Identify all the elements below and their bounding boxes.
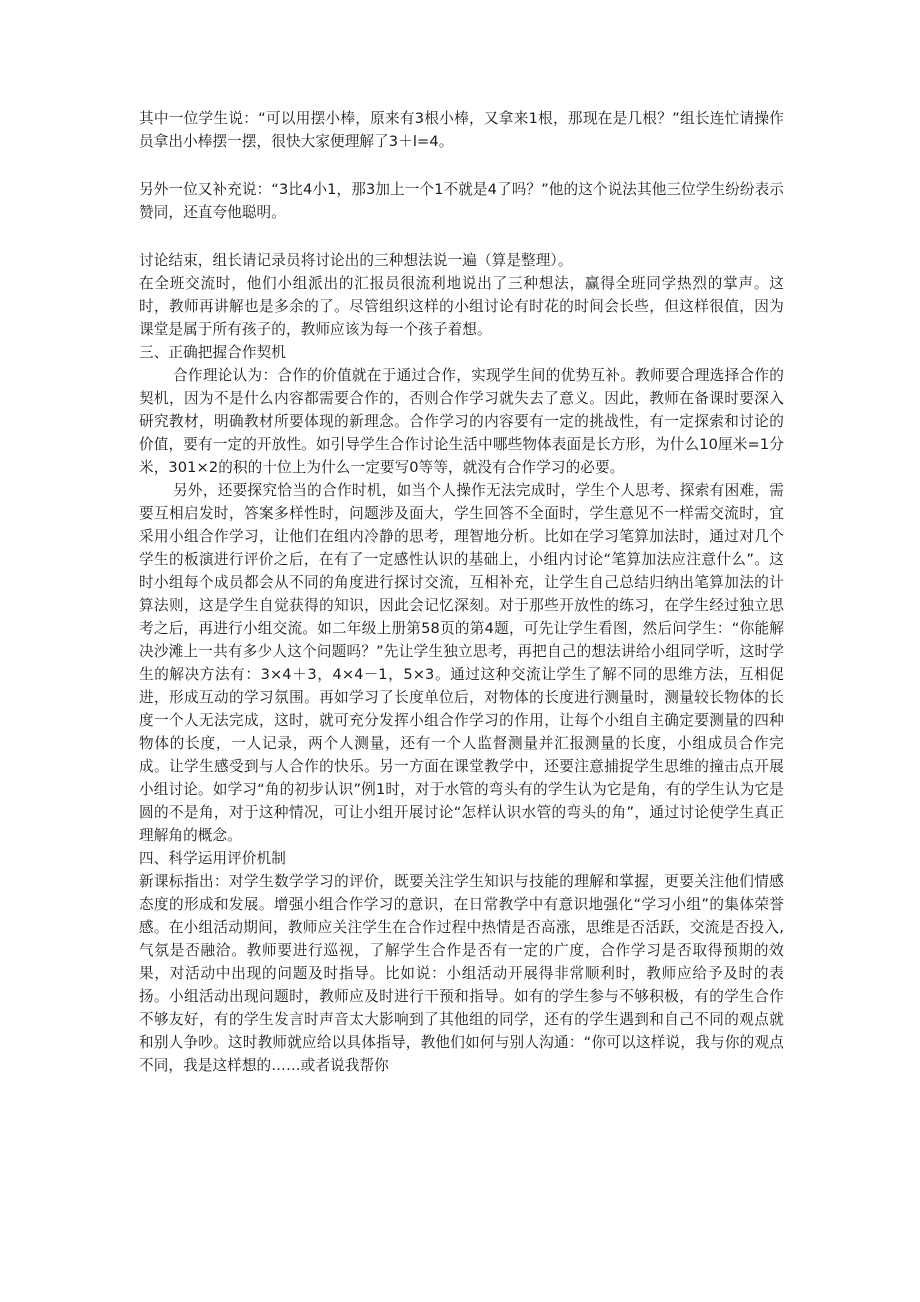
paragraph-student-stick-explanation: 其中一位学生说：“可以用摆小棒，原来有3根小棒，又拿来1根，那现在是几根？”组长连忙请操作员拿出小棒摆一摆，很快大家便理解了3＋l=4。 [139, 110, 784, 150]
paragraph-student-supplement: 另外一位又补充说：“3比4小1，那3加上一个1不就是4了吗？”他的这个说法其他三位学生纷纷表示赞同，还直夸他聪明。 [139, 181, 784, 221]
paragraph-class-exchange: 在全班交流时，他们小组派出的汇报员很流利地说出了三种想法，赢得全班同学热烈的掌声。这时，教师再讲解也是多余的了。尽管组织这样的小组讨论有时花的时间会长些，但这样很值，因为课堂是属于所有孩子的，教师应该为每一个孩子着想。 [139, 275, 784, 338]
paragraph-new-curriculum: 新课标指出：对学生数学学习的评价，既要关注学生知识与技能的理解和掌握，更要关注他们情感态度的形成和发展。增强小组合作学习的意识，在日常教学中有意识地强化“学习小组”的集体荣誉感。在小组活动期间，教师应关注学生在合作过程中热情是否高涨，思维是否活跃，交流是否投入,气氛是否融洽。教师要进行巡视，了解学生合作是否有一定的广度，合作学习是否取得预期的效果，对活动中出现的问题及时指导。比如说：小组活动开展得非常顺利时，教师应给予及时的表扬。小组活动出现问题时，教师应及时进行干预和指导。如有的学生参与不够积极，有的学生合作不够友好，有的学生发言时声音太大影响到了其他组的同学，还有的学生遇到和自己不同的观点就和别人争吵。这时教师就应给以具体指导，教他们如何与别人沟通：“你可以这样说，我与你的观点不同，我是这样想的……或者说我帮你 [139, 873, 784, 1074]
section-heading-evaluation: 四、科学运用评价机制 [139, 850, 286, 867]
section-heading-cooperation-timing: 三、正确把握合作契机 [139, 344, 286, 361]
paragraph-cooperation-moment: 另外，还要探究恰当的合作时机，如当个人操作无法完成时，学生个人思考、探索有困难，需要互相启发时，答案多样性时，问题涉及面大，学生回答不全面时，学生意见不一样需交流时，宜采用小组合作学习，让他们在组内冷静的思考，理智地分析。比如在学习笔算加法时，通过对几个学生的板演进行评价之后，在有了一定感性认识的基础上，小组内讨论“笔算加法应注意什么”。这时小组每个成员都会从不同的角度进行探讨交流，互相补充，让学生自己总结归纳出笔算加法的计算法则，这是学生自觉获得的知识，因此会记忆深刻。对于那些开放性的练习，在学生经过独立思考之后，再进行小组交流。如二年级上册第58页的第4题，可先让学生看图，然后问学生：“你能解决沙滩上一共有多少人这个问题吗？”先让学生独立思考，再把自己的想法讲给小组同学听，这时学生的解决方法有：3×4＋3，4×4－1，5×3。通过这种交流让学生了解不同的思维方法，互相促进，形成互动的学习氛围。再如学习了长度单位后，对物体的长度进行测量时，测量较长物体的长度一个人无法完成，这时，就可充分发挥小组合作学习的作用，让每个小组自主确定要测量的四种物体的长度，一人记录，两个人测量，还有一个人监督测量并汇报测量的长度，小组成员合作完成。让学生感受到与人合作的快乐。另一方面在课堂教学中，还要注意捕捉学生思维的撞击点开展小组讨论。如学习“角的初步认识”例1时，对于水管的弯头有的学生认为它是角，有的学生认为它是圆的不是角，对于这种情况，可让小组开展讨论“怎样认识水管的弯头的角”，通过讨论使学生真正理解角的概念。 [139, 482, 784, 844]
paragraph-cooperation-theory: 合作理论认为：合作的价值就在于通过合作，实现学生间的优势互补。教师要合理选择合作的契机，因为不是什么内容都需要合作的，否则合作学习就失去了意义。因此，教师在备课时要深入研究教材，明确教材所要体现的新理念。合作学习的内容要有一定的挑战性，有一定探索和讨论的价值，要有一定的开放性。如引导学生合作讨论生活中哪些物体表面是长方形，为什么10厘米=1分米，301×2的积的十位上为什么一定要写0等等，就没有合作学习的必要。 [139, 367, 784, 476]
document-body [139, 107, 784, 1077]
paragraph-discussion-end: 讨论结束，组长请记录员将讨论出的三种想法说一遍（算是整理）。 [139, 252, 573, 269]
